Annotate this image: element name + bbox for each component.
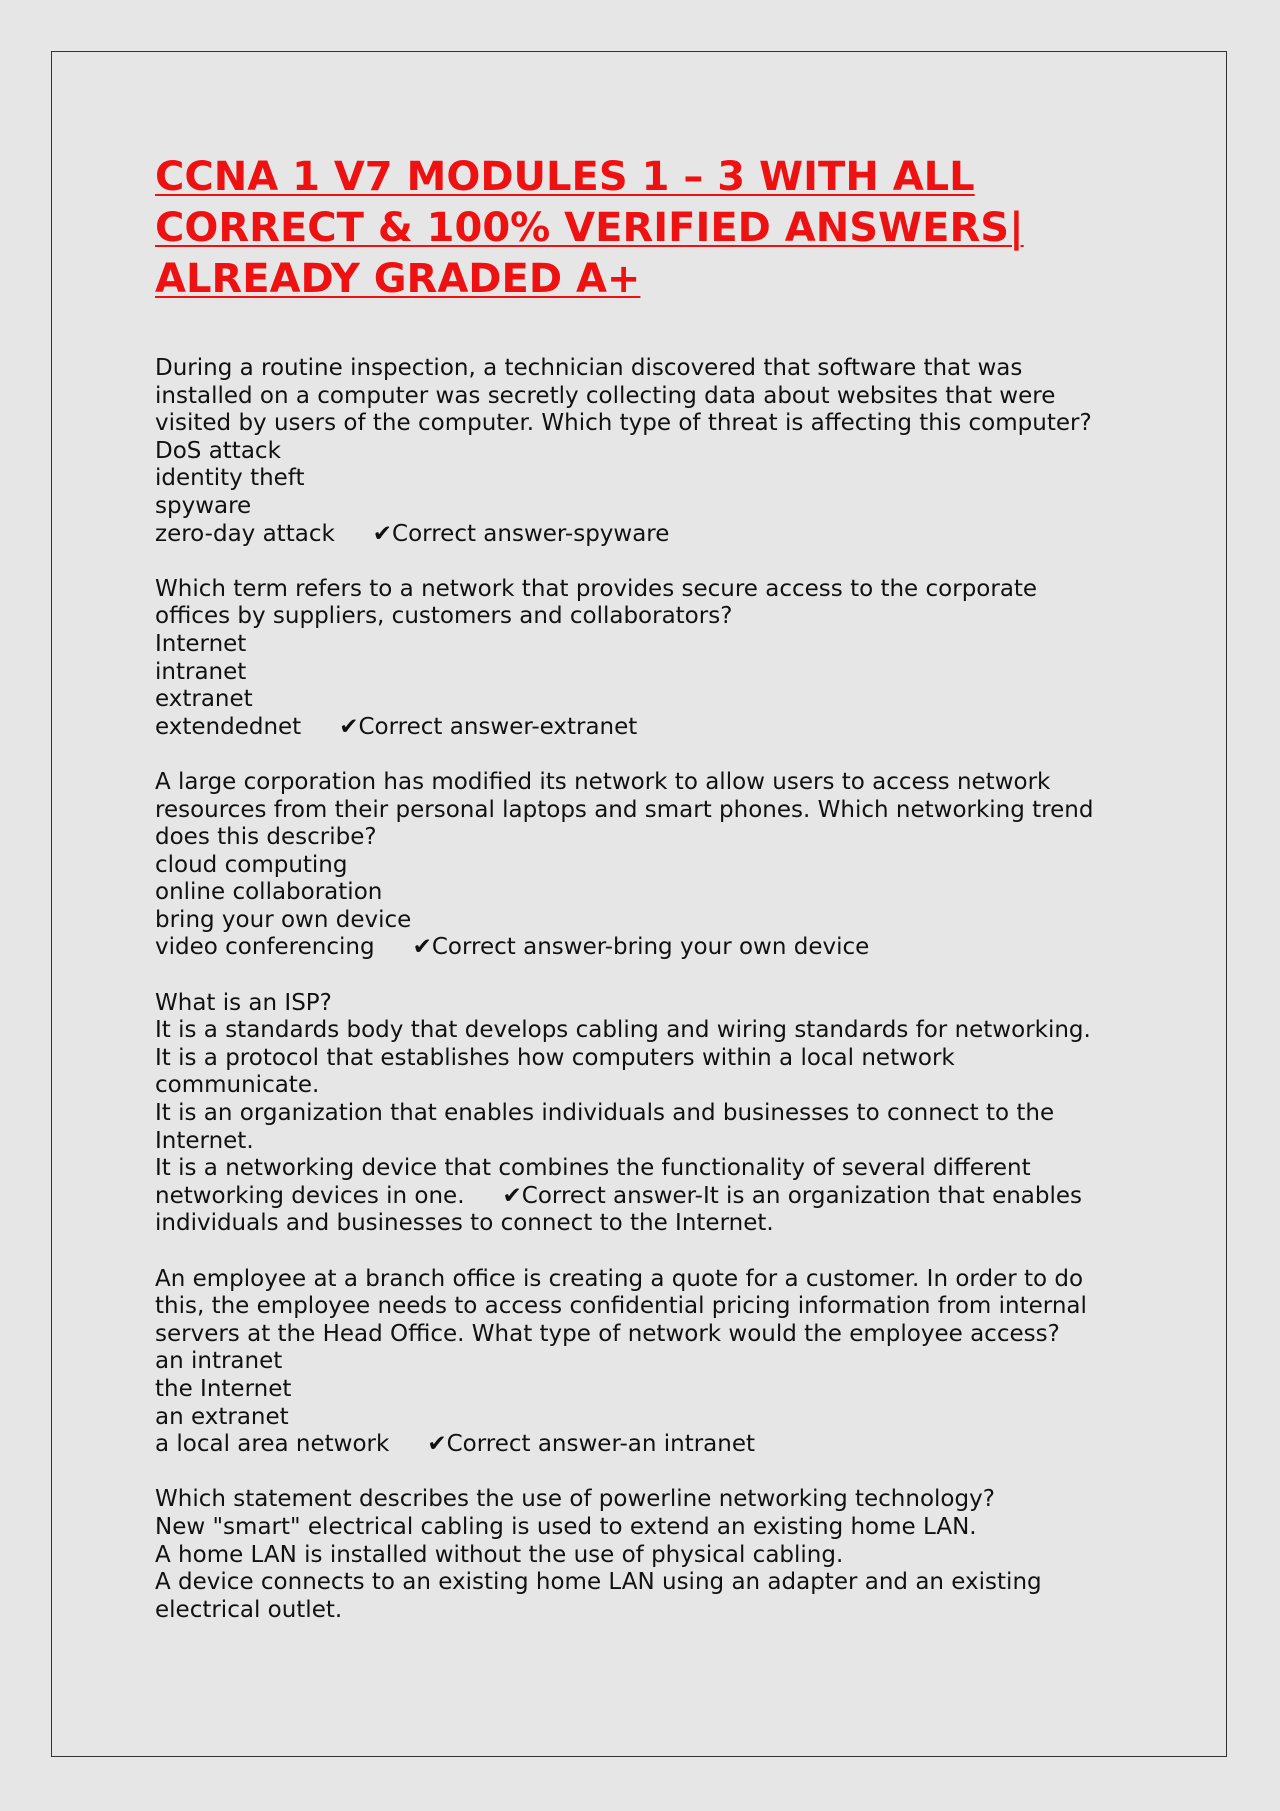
option-text: bring your own device bbox=[155, 906, 412, 933]
answer-option bbox=[155, 659, 1155, 687]
question-text: visited by users of the computer. Which type of threat is affecting this computer? bbox=[155, 410, 1092, 437]
answer-option bbox=[155, 1404, 1155, 1432]
answer-option bbox=[155, 1045, 1155, 1073]
option-text: New "smart" electrical cabling is used to extend an existing home LAN. bbox=[155, 1513, 977, 1540]
option-text: It is an organization that enables individuals and businesses to connect to the bbox=[155, 1100, 1055, 1127]
option-text: an extranet bbox=[155, 1403, 289, 1430]
question-text: offices by suppliers, customers and collaborators? bbox=[155, 603, 733, 630]
question-text: servers at the Head Office. What type of network would the employee access? bbox=[155, 1320, 1060, 1347]
option-text: A home LAN is installed without the use of physical cabling. bbox=[155, 1541, 844, 1568]
question-block bbox=[155, 1486, 1155, 1624]
option-text: identity theft bbox=[155, 465, 305, 492]
question-text: Which term refers to a network that provides secure access to the corporate bbox=[155, 575, 1038, 602]
question-block bbox=[155, 990, 1155, 1238]
answer-option bbox=[155, 714, 1155, 742]
question-block bbox=[155, 355, 1155, 548]
question-block bbox=[155, 769, 1155, 962]
option-text: DoS attack bbox=[155, 437, 281, 464]
option-text: an intranet bbox=[155, 1348, 283, 1375]
option-text: the Internet bbox=[155, 1375, 292, 1402]
title-line: CCNA 1 V7 MODULES 1 – 3 WITH ALL bbox=[155, 154, 975, 200]
answer-option bbox=[155, 879, 1155, 907]
answer-option bbox=[155, 493, 1155, 521]
answer-option bbox=[155, 1597, 1155, 1625]
answer-option bbox=[155, 1100, 1155, 1128]
answer-option bbox=[155, 934, 1155, 962]
title-line: CORRECT & 100% VERIFIED ANSWERS| bbox=[155, 205, 1024, 251]
answer-option bbox=[155, 1155, 1155, 1183]
option-text: cloud computing bbox=[155, 851, 348, 878]
answer-option bbox=[155, 1128, 1155, 1156]
document-title bbox=[155, 152, 1155, 305]
answer-option bbox=[155, 1183, 1155, 1211]
question-text: does this describe? bbox=[155, 824, 377, 851]
correct-answer-continued: individuals and businesses to connect to the Internet. bbox=[155, 1210, 774, 1237]
question-block bbox=[155, 576, 1155, 742]
answer-option bbox=[155, 438, 1155, 466]
question-text: During a routine inspection, a technician discovered that software that was bbox=[155, 355, 1023, 381]
answer-option bbox=[155, 631, 1155, 659]
option-text: It is a protocol that establishes how computers within a local network bbox=[155, 1044, 955, 1071]
option-text: Internet bbox=[155, 630, 247, 657]
question-text: What is an ISP? bbox=[155, 989, 332, 1016]
correct-answer: ✔Correct answer-spyware bbox=[372, 520, 670, 547]
option-text: video conferencing bbox=[155, 934, 375, 961]
answer-option bbox=[155, 686, 1155, 714]
correct-answer: ✔Correct answer-an intranet bbox=[427, 1431, 756, 1458]
correct-answer: ✔Correct answer-bring your own device bbox=[412, 934, 870, 961]
answer-option bbox=[155, 1431, 1155, 1459]
answer-option bbox=[155, 1348, 1155, 1376]
option-text: communicate. bbox=[155, 1072, 320, 1099]
answer-option bbox=[155, 1514, 1155, 1542]
option-text: A device connects to an existing home LAN using an adapter and an existing bbox=[155, 1569, 1042, 1596]
question-text: installed on a computer was secretly collecting data about websites that were bbox=[155, 382, 1056, 409]
question-text: A large corporation has modified its network to allow users to access network bbox=[155, 768, 1051, 795]
answer-option bbox=[155, 1542, 1155, 1570]
answer-option bbox=[155, 521, 1155, 549]
option-text: It is a standards body that develops cabling and wiring standards for networking. bbox=[155, 1017, 1091, 1044]
option-text: spyware bbox=[155, 492, 252, 519]
question-text: this, the employee needs to access confidential pricing information from internal bbox=[155, 1293, 1087, 1320]
option-text: online collaboration bbox=[155, 879, 383, 906]
answer-option bbox=[155, 1072, 1155, 1100]
correct-answer: ✔Correct answer-extranet bbox=[339, 713, 638, 740]
question-text: An employee at a branch office is creating a quote for a customer. In order to do bbox=[155, 1265, 1084, 1292]
document-content bbox=[155, 152, 1155, 1652]
answer-option bbox=[155, 1376, 1155, 1404]
answer-option bbox=[155, 465, 1155, 493]
answer-option bbox=[155, 1569, 1155, 1597]
option-text: networking devices in one. bbox=[155, 1182, 465, 1209]
title-line: ALREADY GRADED A+ bbox=[155, 256, 641, 302]
question-text: Which statement describes the use of powerline networking technology? bbox=[155, 1486, 995, 1513]
option-text: zero-day attack bbox=[155, 520, 335, 547]
option-text: Internet. bbox=[155, 1127, 254, 1154]
option-text: extranet bbox=[155, 686, 253, 713]
answer-option bbox=[155, 1017, 1155, 1045]
option-text: It is a networking device that combines the functionality of several different bbox=[155, 1155, 1031, 1182]
answer-option bbox=[155, 852, 1155, 880]
option-text: intranet bbox=[155, 658, 247, 685]
question-list bbox=[155, 355, 1155, 1624]
answer-option bbox=[155, 907, 1155, 935]
option-text: extendednet bbox=[155, 713, 302, 740]
correct-answer: ✔Correct answer-It is an organization that enables bbox=[502, 1182, 1083, 1209]
question-text: resources from their personal laptops and smart phones. Which networking trend bbox=[155, 796, 1094, 823]
question-block bbox=[155, 1266, 1155, 1459]
option-text: a local area network bbox=[155, 1431, 390, 1458]
option-text: electrical outlet. bbox=[155, 1596, 343, 1623]
